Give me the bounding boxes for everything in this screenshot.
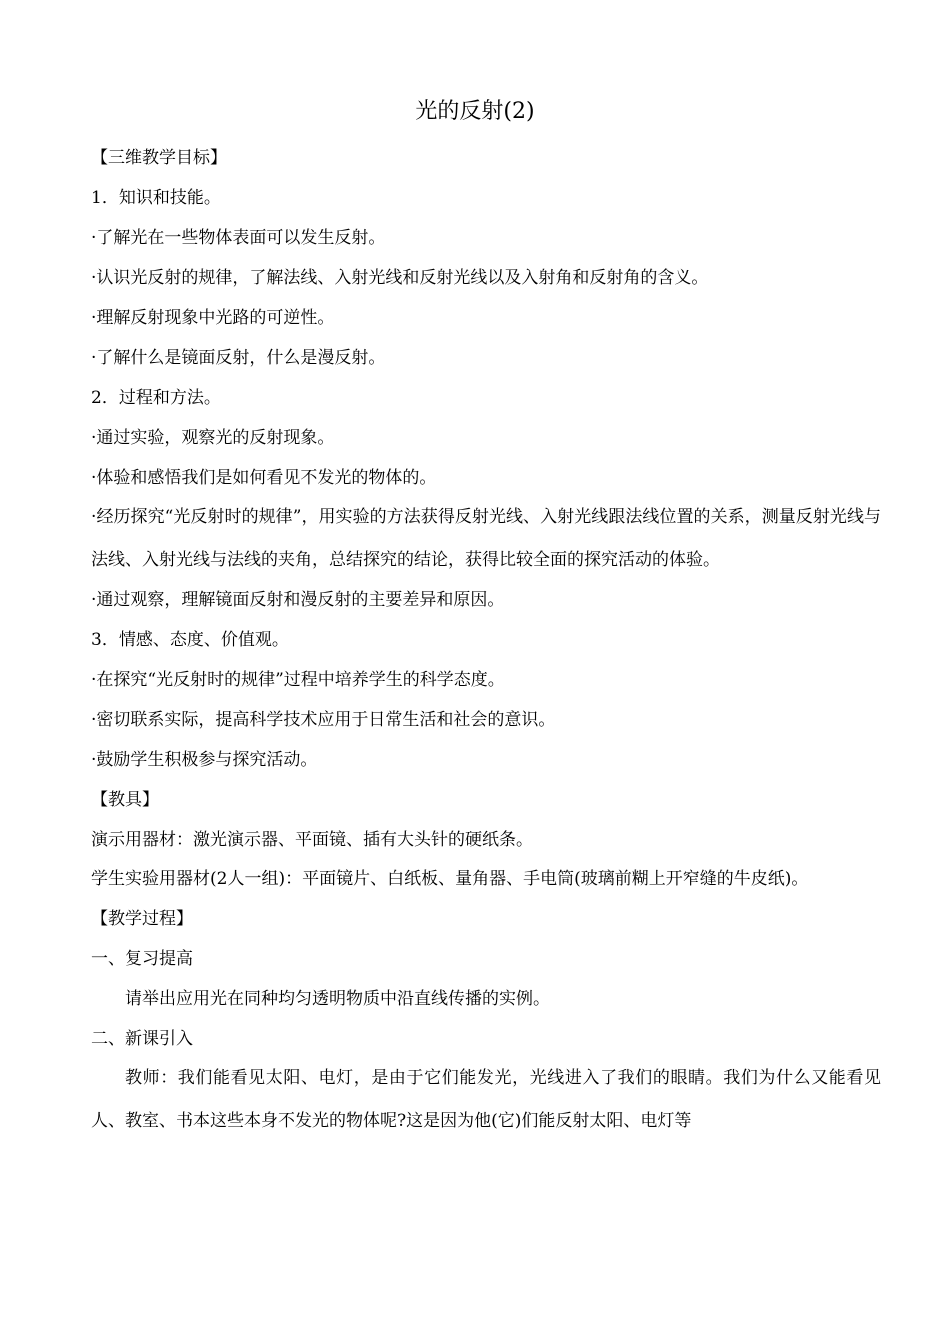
bullet-item: ·认识光反射的规律，了解法线、入射光线和反射光线以及入射角和反射角的含义。: [91, 268, 709, 288]
subheading-knowledge-skills: 1．知识和技能。: [91, 188, 221, 208]
bullet-item: ·密切联系实际，提高科学技术应用于日常生活和社会的意识。: [91, 710, 556, 730]
bullet-item: ·通过实验，观察光的反射现象。: [91, 428, 335, 448]
paragraph-demo-materials: 演示用器材：激光演示器、平面镜、插有大头针的硬纸条。: [91, 830, 533, 850]
bullet-item: ·了解什么是镜面反射，什么是漫反射。: [91, 348, 386, 368]
subheading-review: 一、复习提高: [91, 949, 193, 969]
bullet-item: ·体验和感悟我们是如何看见不发光的物体的。: [91, 468, 437, 488]
bullet-item: ·理解反射现象中光路的可逆性。: [91, 308, 335, 328]
page-title: 光的反射(2): [415, 99, 535, 124]
paragraph-teacher-intro: 教师：我们能看见太阳、电灯，是由于它们能发光，光线进入了我们的眼睛。我们为什么又能看见人、教室、书本这些本身不发光的物体呢?这是因为他(它)们能反射太阳、电灯等: [91, 1068, 881, 1131]
section-heading-materials: 【教具】: [91, 790, 159, 810]
subheading-attitudes-values: 3．情感、态度、价值观。: [91, 630, 289, 650]
subheading-new-lesson: 二、新课引入: [91, 1029, 193, 1049]
paragraph-student-materials: 学生实验用器材(2人一组)：平面镜片、白纸板、量角器、手电筒(玻璃前糊上开窄缝的牛皮纸)。: [91, 869, 809, 889]
section-heading-objectives: 【三维教学目标】: [91, 148, 227, 168]
bullet-item: ·在探究“光反射时的规律”过程中培养学生的科学态度。: [91, 670, 505, 690]
subheading-process-methods: 2．过程和方法。: [91, 388, 221, 408]
bullet-item: ·了解光在一些物体表面可以发生反射。: [91, 228, 386, 248]
bullet-item-multiline: ·经历探究“光反射时的规律”，用实验的方法获得反射光线、入射光线跟法线位置的关系，测量反射光线与法线、入射光线与法线的夹角，总结探究的结论，获得比较全面的探究活动的体验。: [91, 507, 881, 570]
section-heading-process: 【教学过程】: [91, 909, 193, 929]
paragraph-review-question: 请举出应用光在同种均匀透明物质中沿直线传播的实例。: [125, 989, 550, 1009]
document-body: [91, 138, 881, 1141]
bullet-item: ·鼓励学生积极参与探究活动。: [91, 750, 318, 770]
bullet-item: ·通过观察，理解镜面反射和漫反射的主要差异和原因。: [91, 590, 505, 610]
